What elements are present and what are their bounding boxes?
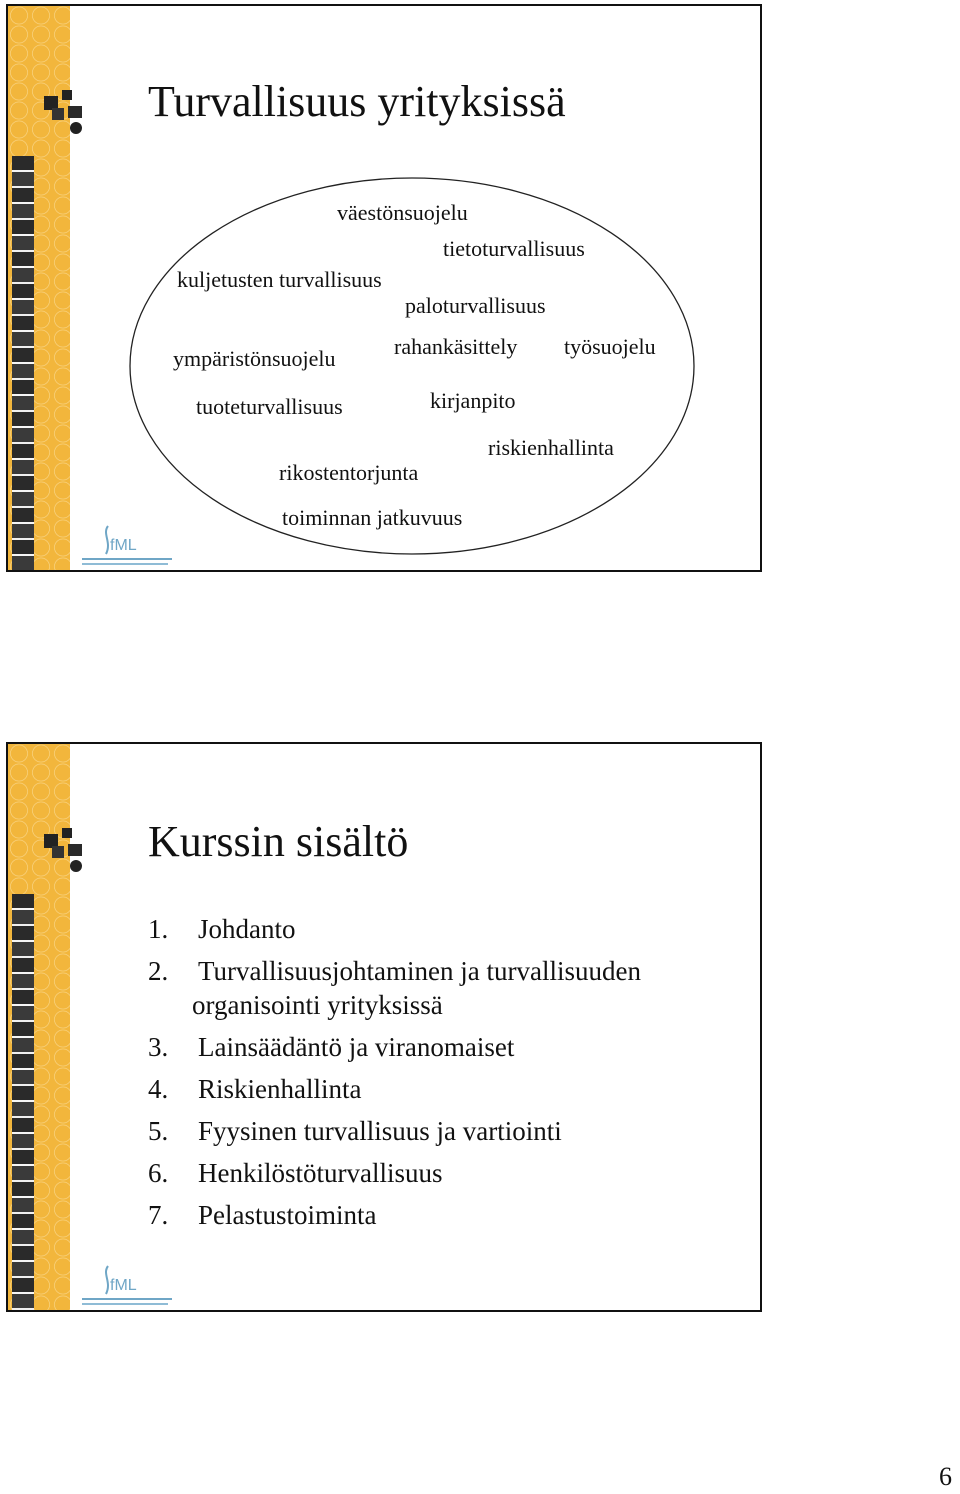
list-item-number: 7. <box>148 1200 169 1230</box>
list-item-text-continued: organisointi yrityksissä <box>192 990 443 1020</box>
slide-title: Kurssin sisältö <box>148 817 409 866</box>
term-riskienhallinta: riskienhallinta <box>488 435 614 460</box>
list-item-text: Lainsäädäntö ja viranomaiset <box>198 1032 515 1062</box>
list-item <box>148 1198 748 1232</box>
list-item <box>148 1072 748 1106</box>
term-ymparistonsuojelu: ympäristönsuojelu <box>173 346 336 371</box>
list-item-text: Pelastustoiminta <box>198 1200 377 1230</box>
list-item-number: 6. <box>148 1158 169 1188</box>
list-item-number: 4. <box>148 1074 169 1104</box>
giraffe-tower-image <box>12 894 34 1310</box>
safety-areas-ellipse <box>8 6 762 572</box>
slide-course-contents <box>6 742 762 1312</box>
giraffe-head-icon <box>38 822 88 880</box>
list-item-number: 1. <box>148 914 169 944</box>
term-vaestonsuojelu: väestönsuojelu <box>337 200 468 225</box>
fml-logo <box>78 1260 178 1308</box>
list-item <box>148 1114 748 1148</box>
term-tuoteturvallisuus: tuoteturvallisuus <box>196 394 343 419</box>
list-item <box>148 954 748 1022</box>
term-tyosuojelu: työsuojelu <box>564 334 656 359</box>
fml-logo-text: fML <box>110 537 137 554</box>
term-paloturvallisuus: paloturvallisuus <box>405 293 546 318</box>
list-item-number: 2. <box>148 956 169 986</box>
list-item-text: Riskienhallinta <box>198 1074 362 1104</box>
slide-safety-in-companies <box>6 4 762 572</box>
page-number: 6 <box>939 1462 952 1491</box>
list-item-text: Fyysinen turvallisuus ja vartiointi <box>198 1116 562 1146</box>
term-rahankasittely: rahankäsittely <box>394 334 518 359</box>
list-item <box>148 1030 748 1064</box>
list-item-text: Henkilöstöturvallisuus <box>198 1158 443 1188</box>
slide-title: Turvallisuus yrityksissä <box>148 77 566 126</box>
list-item-text: Turvallisuusjohtaminen ja turvallisuuden <box>198 956 641 986</box>
term-toiminnan-jatkuvuus: toiminnan jatkuvuus <box>282 505 463 530</box>
course-contents-list <box>148 912 748 1240</box>
term-rikostentorjunta: rikostentorjunta <box>279 460 419 485</box>
list-item-number: 5. <box>148 1116 169 1146</box>
list-item-text: Johdanto <box>198 914 296 944</box>
fml-logo-text: fML <box>110 1277 137 1294</box>
term-kuljetusten-turvallisuus: kuljetusten turvallisuus <box>177 267 382 292</box>
term-tietoturvallisuus: tietoturvallisuus <box>443 236 585 261</box>
list-item <box>148 912 748 946</box>
term-kirjanpito: kirjanpito <box>430 388 516 413</box>
list-item <box>148 1156 748 1190</box>
list-item-number: 3. <box>148 1032 169 1062</box>
